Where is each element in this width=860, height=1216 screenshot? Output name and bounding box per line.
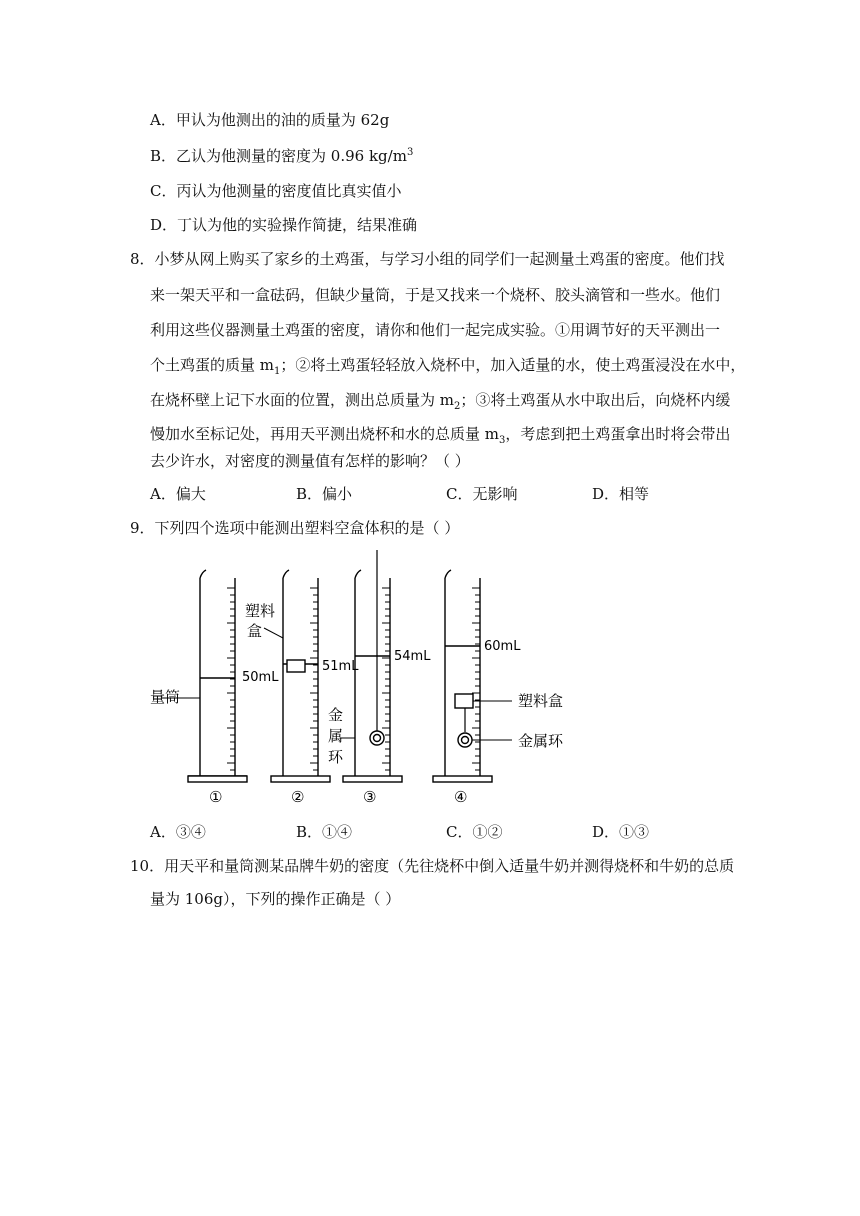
reading-1: 50mL [242,670,279,685]
q7-option-d [150,215,417,235]
q9-option-a [150,822,206,842]
option-text: 甲认为他测出的油的质量为 62g [175,111,390,129]
question-text: 慢加水至标记处，再用天平测出烧杯和水的总质量 m [150,425,499,443]
question-text: 去少许水，对密度的测量值有怎样的影响？（ ） [150,452,470,470]
box-label-top: 塑料 [245,602,276,620]
question-text: ；③将土鸡蛋从水中取出后，向烧杯内缓 [460,391,731,409]
question-text: ；②将土鸡蛋轻轻放入烧杯中，加入适量的水，使土鸡蛋浸没在水中， [280,356,746,374]
question-text: 量为 106g），下列的操作正确是（ ） [150,890,401,908]
reading-2: 51mL [322,659,359,674]
q8-line-7 [150,451,470,471]
option-label: B． [296,485,323,503]
q7-option-a [150,110,389,130]
figure-number-1: ① [209,788,223,806]
question-text: 个土鸡蛋的质量 m [150,356,274,374]
option-text: ①② [472,823,503,841]
option-label: A． [150,823,176,841]
question-10-line-2 [150,889,400,909]
q8-line-5 [150,390,730,410]
q8-line-1 [130,249,725,269]
graduated-cylinder-figure [140,548,600,810]
q7-option-c [150,181,402,201]
option-label: C． [150,182,177,200]
q8-option-b [296,484,352,504]
option-label: D． [592,823,620,841]
option-label: B． [150,147,177,165]
question-text: 下列四个选项中能测出塑料空盒体积的是（ ） [154,519,460,537]
q8-option-a [150,484,206,504]
q9-option-b [296,822,352,842]
q9-option-d [592,822,649,842]
subscript: 2 [454,401,461,412]
option-label: D． [592,485,620,503]
question-text: ，考虑到把土鸡蛋拿出时将会带出 [505,425,731,443]
q8-line-4 [150,355,745,375]
option-text: 偏大 [175,485,206,503]
subscript: 3 [499,435,506,446]
question-10-line-1 [130,856,734,876]
figure-number-2: ② [291,788,305,806]
option-text: ①③ [619,823,650,841]
question-text: 小梦从网上购买了家乡的土鸡蛋，与学习小组的同学们一起测量土鸡蛋的密度。他们找 [154,250,725,268]
option-label: C． [446,485,473,503]
option-text: 偏小 [322,485,353,503]
reading-4: 60mL [484,639,521,654]
q8-option-d [592,484,649,504]
question-number: 10． [130,857,165,875]
q8-line-6 [150,424,730,444]
question-text: 用天平和量筒测某品牌牛奶的密度（先往烧杯中倒入适量牛奶并测得烧杯和牛奶的总质 [164,857,735,875]
cylinder-label: 量筒 [150,688,181,706]
ring-label-3: 环 [328,748,344,766]
option-text: 无影响 [472,485,518,503]
q8-line-3 [150,320,720,340]
option-text: ③④ [175,823,206,841]
reading-3: 54mL [394,649,431,664]
question-9 [130,518,459,538]
option-text: 丁认为他的实验操作简捷，结果准确 [177,216,418,234]
q8-line-2 [150,285,720,305]
cylinder-4 [433,570,512,782]
question-text: 来一架天平和一盒砝码，但缺少量筒，于是又找来一个烧杯、胶头滴管和一些水。他们 [150,286,721,304]
q7-option-b [150,146,413,166]
superscript: 3 [406,147,414,158]
option-label: A． [150,485,176,503]
question-text: 在烧杯壁上记下水面的位置，测出总质量为 m [150,391,454,409]
box-label-bottom: 盒 [247,622,263,640]
q9-option-c [446,822,503,842]
ring-label-right: 金属环 [518,732,564,750]
option-text: 相等 [619,485,650,503]
ring-label-1: 金 [328,706,344,724]
option-label: A． [150,111,176,129]
option-label: B． [296,823,323,841]
option-text: 丙认为他测量的密度值比真实值小 [176,182,402,200]
question-text: 利用这些仪器测量土鸡蛋的密度，请你和他们一起完成实验。①用调节好的天平测出一 [150,321,721,339]
figure-number-4: ④ [454,788,468,806]
option-label: D． [150,216,178,234]
figure-number-3: ③ [363,788,377,806]
ring-label-2: 属 [328,727,344,745]
option-text: 乙认为他测量的密度为 0.96 kg/m [176,147,407,165]
question-number: 9． [130,519,155,537]
option-text: ①④ [322,823,353,841]
q8-option-c [446,484,518,504]
box-label-right: 塑料盒 [518,692,564,710]
question-number: 8． [130,250,155,268]
subscript: 1 [274,366,281,377]
option-label: C． [446,823,473,841]
